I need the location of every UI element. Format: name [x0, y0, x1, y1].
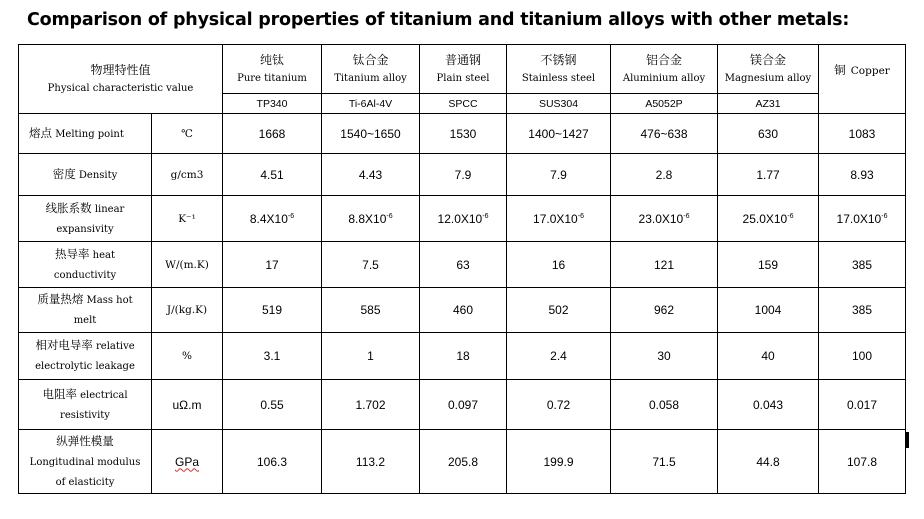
- value-cell: 7.9: [420, 154, 507, 196]
- grade-cell: SUS304: [507, 94, 611, 114]
- row-label-cn: 电阻率: [42, 386, 77, 401]
- row-label-cn: 热导率: [54, 246, 90, 261]
- value-cell: 0.017: [819, 380, 906, 430]
- row-label-en: Mass hot: [86, 295, 133, 306]
- value-cell: 4.51: [223, 154, 322, 196]
- grade-cell: Ti-6Al-4V: [322, 94, 420, 114]
- value-cell: $12.0X10^{-6}$: [420, 196, 507, 242]
- value-cell: 962: [611, 288, 718, 333]
- value-cell: 121: [611, 242, 718, 288]
- value-cell: 8.93: [819, 154, 906, 196]
- value-cell: 71.5: [611, 430, 718, 494]
- value-cell: 7.9: [507, 154, 611, 196]
- table-row-melting-point: [19, 114, 906, 154]
- material-name-en: Copper: [850, 65, 890, 77]
- value-cell: $17.0X10^{-6}$: [507, 196, 611, 242]
- value-cell: 476~638: [611, 114, 718, 154]
- value-cell: 1540~1650: [322, 114, 420, 154]
- value-cell: 1668: [223, 114, 322, 154]
- value-cell: 7.5: [322, 242, 420, 288]
- unit-cell: K⁻¹: [152, 196, 223, 242]
- value-cell: 4.43: [322, 154, 420, 196]
- row-label-en-line2: expansivity: [56, 223, 114, 235]
- unit-cell: ℃: [152, 114, 223, 154]
- material-name-en: Aluminium alloy: [622, 73, 706, 84]
- table-row-density: [19, 154, 906, 196]
- material-name-cn: 不锈钢: [540, 53, 577, 67]
- row-label: [19, 196, 152, 242]
- row-label-en-line2: of elasticity: [55, 476, 115, 488]
- material-name-cn: 铜: [834, 63, 846, 77]
- value-cell: 502: [507, 288, 611, 333]
- material-header-copper: [819, 45, 906, 114]
- material-header-magnesium-alloy: [718, 45, 819, 94]
- row-label-en: electrical: [80, 389, 128, 401]
- material-name-cn: 钛合金: [352, 53, 389, 67]
- unit-cell: W/(m.K): [152, 242, 223, 288]
- value-cell: 2.4: [507, 333, 611, 380]
- value-cell: 1083: [819, 114, 906, 154]
- material-name-en: Plain steel: [436, 73, 490, 84]
- value-cell: 1400~1427: [507, 114, 611, 154]
- table-row-modulus-of-elasticity: [19, 430, 906, 494]
- row-label-en: Longitudinal modulus: [29, 456, 141, 468]
- unit-cell: %: [152, 333, 223, 380]
- value-cell: 630: [718, 114, 819, 154]
- value-cell: 2.8: [611, 154, 718, 196]
- properties-table: [18, 44, 906, 494]
- value-cell: $8.4X10^{-6}$: [223, 196, 322, 242]
- value-cell: 460: [420, 288, 507, 333]
- corner-header-cn: 物理特性值: [90, 63, 151, 77]
- unit-cell: g/cm3: [152, 154, 223, 196]
- grade-cell: AZ31: [718, 94, 819, 114]
- corner-header-en: Physical characteristic value: [47, 83, 194, 94]
- row-label: [19, 114, 152, 154]
- edge-marker: [905, 432, 909, 448]
- value-cell: $8.8X10^{-6}$: [322, 196, 420, 242]
- value-cell: 0.72: [507, 380, 611, 430]
- material-name-en: Magnesium alloy: [724, 73, 812, 84]
- value-cell: 30: [611, 333, 718, 380]
- value-cell: 0.043: [718, 380, 819, 430]
- value-cell: 0.058: [611, 380, 718, 430]
- page-title: Comparison of physical properties of titanium and titanium alloys with other metals:: [27, 10, 850, 30]
- value-cell: 1530: [420, 114, 507, 154]
- table-row-electrical-resistivity: [19, 380, 906, 430]
- value-cell: 18: [420, 333, 507, 380]
- header-row: [19, 45, 906, 94]
- table-row-heat-conductivity: [19, 242, 906, 288]
- unit-cell: uΩ.m: [152, 380, 223, 430]
- row-label-en: heat: [92, 249, 116, 261]
- row-label-en-line2: melt: [73, 315, 97, 326]
- value-cell: 113.2: [322, 430, 420, 494]
- value-cell: 205.8: [420, 430, 507, 494]
- table-row-relative-conductivity: [19, 333, 906, 380]
- row-label: [19, 380, 152, 430]
- material-name-en: Titanium alloy: [334, 73, 407, 84]
- row-label: [19, 154, 152, 196]
- material-name-cn: 普通钢: [444, 53, 481, 67]
- row-label: [19, 288, 152, 333]
- value-cell: 385: [819, 242, 906, 288]
- row-label: [19, 430, 152, 494]
- row-label-en-line2: resistivity: [60, 409, 110, 421]
- row-label: [19, 333, 152, 380]
- value-cell: 519: [223, 288, 322, 333]
- row-label-cn: 相对电导率: [35, 338, 93, 352]
- table-row-mass-hot-melt: [19, 288, 906, 333]
- material-name-en: Pure titanium: [237, 73, 307, 84]
- value-cell: 106.3: [223, 430, 322, 494]
- value-cell: 1.702: [322, 380, 420, 430]
- value-cell: 40: [718, 333, 819, 380]
- row-label-en: linear: [94, 203, 125, 215]
- value-cell: 17: [223, 242, 322, 288]
- value-cell: 0.55: [223, 380, 322, 430]
- row-label-en: Melting point: [55, 128, 124, 140]
- row-label-en: Density: [78, 169, 118, 181]
- unit-cell: J/(kg.K): [152, 288, 223, 333]
- row-label-cn: 纵弹性模量: [56, 433, 114, 448]
- value-cell: $23.0X10^{-6}$: [611, 196, 718, 242]
- row-label: [19, 242, 152, 288]
- material-name-cn: 镁合金: [749, 53, 786, 67]
- table-row-linear-expansivity: [19, 196, 906, 242]
- material-header-plain-steel: [420, 45, 507, 94]
- grade-cell: TP340: [223, 94, 322, 114]
- value-cell: 385: [819, 288, 906, 333]
- value-cell: $25.0X10^{-6}$: [718, 196, 819, 242]
- material-header-aluminium-alloy: [611, 45, 718, 94]
- material-header-pure-titanium: [223, 45, 322, 94]
- row-label-cn: 质量热熔: [37, 292, 84, 306]
- row-label-en-line2: conductivity: [53, 269, 117, 281]
- material-header-stainless-steel: [507, 45, 611, 94]
- value-cell: 159: [718, 242, 819, 288]
- material-name-cn: 铝合金: [645, 53, 682, 67]
- value-cell: 585: [322, 288, 420, 333]
- value-cell: 16: [507, 242, 611, 288]
- value-cell: 199.9: [507, 430, 611, 494]
- material-name-cn: 纯钛: [259, 53, 284, 67]
- grade-cell: A5052P: [611, 94, 718, 114]
- grade-cell: SPCC: [420, 94, 507, 114]
- value-cell: 1004: [718, 288, 819, 333]
- value-cell: 100: [819, 333, 906, 380]
- unit-cell: GPa: [152, 430, 223, 494]
- row-label-cn: 线胀系数: [45, 200, 92, 215]
- value-cell: 1.77: [718, 154, 819, 196]
- row-label-cn: 密度: [52, 166, 76, 181]
- row-label-cn: 熔点: [29, 125, 52, 140]
- corner-header-cell: [19, 45, 223, 114]
- material-header-titanium-alloy: [322, 45, 420, 94]
- material-name-en: Stainless steel: [521, 73, 596, 84]
- value-cell: 3.1: [223, 333, 322, 380]
- value-cell: 44.8: [718, 430, 819, 494]
- row-label-en-line2: electrolytic leakage: [35, 361, 135, 372]
- value-cell: $17.0X10^{-6}$: [819, 196, 906, 242]
- value-cell: 107.8: [819, 430, 906, 494]
- value-cell: 1: [322, 333, 420, 380]
- row-label-en: relative: [96, 341, 135, 352]
- value-cell: 63: [420, 242, 507, 288]
- value-cell: 0.097: [420, 380, 507, 430]
